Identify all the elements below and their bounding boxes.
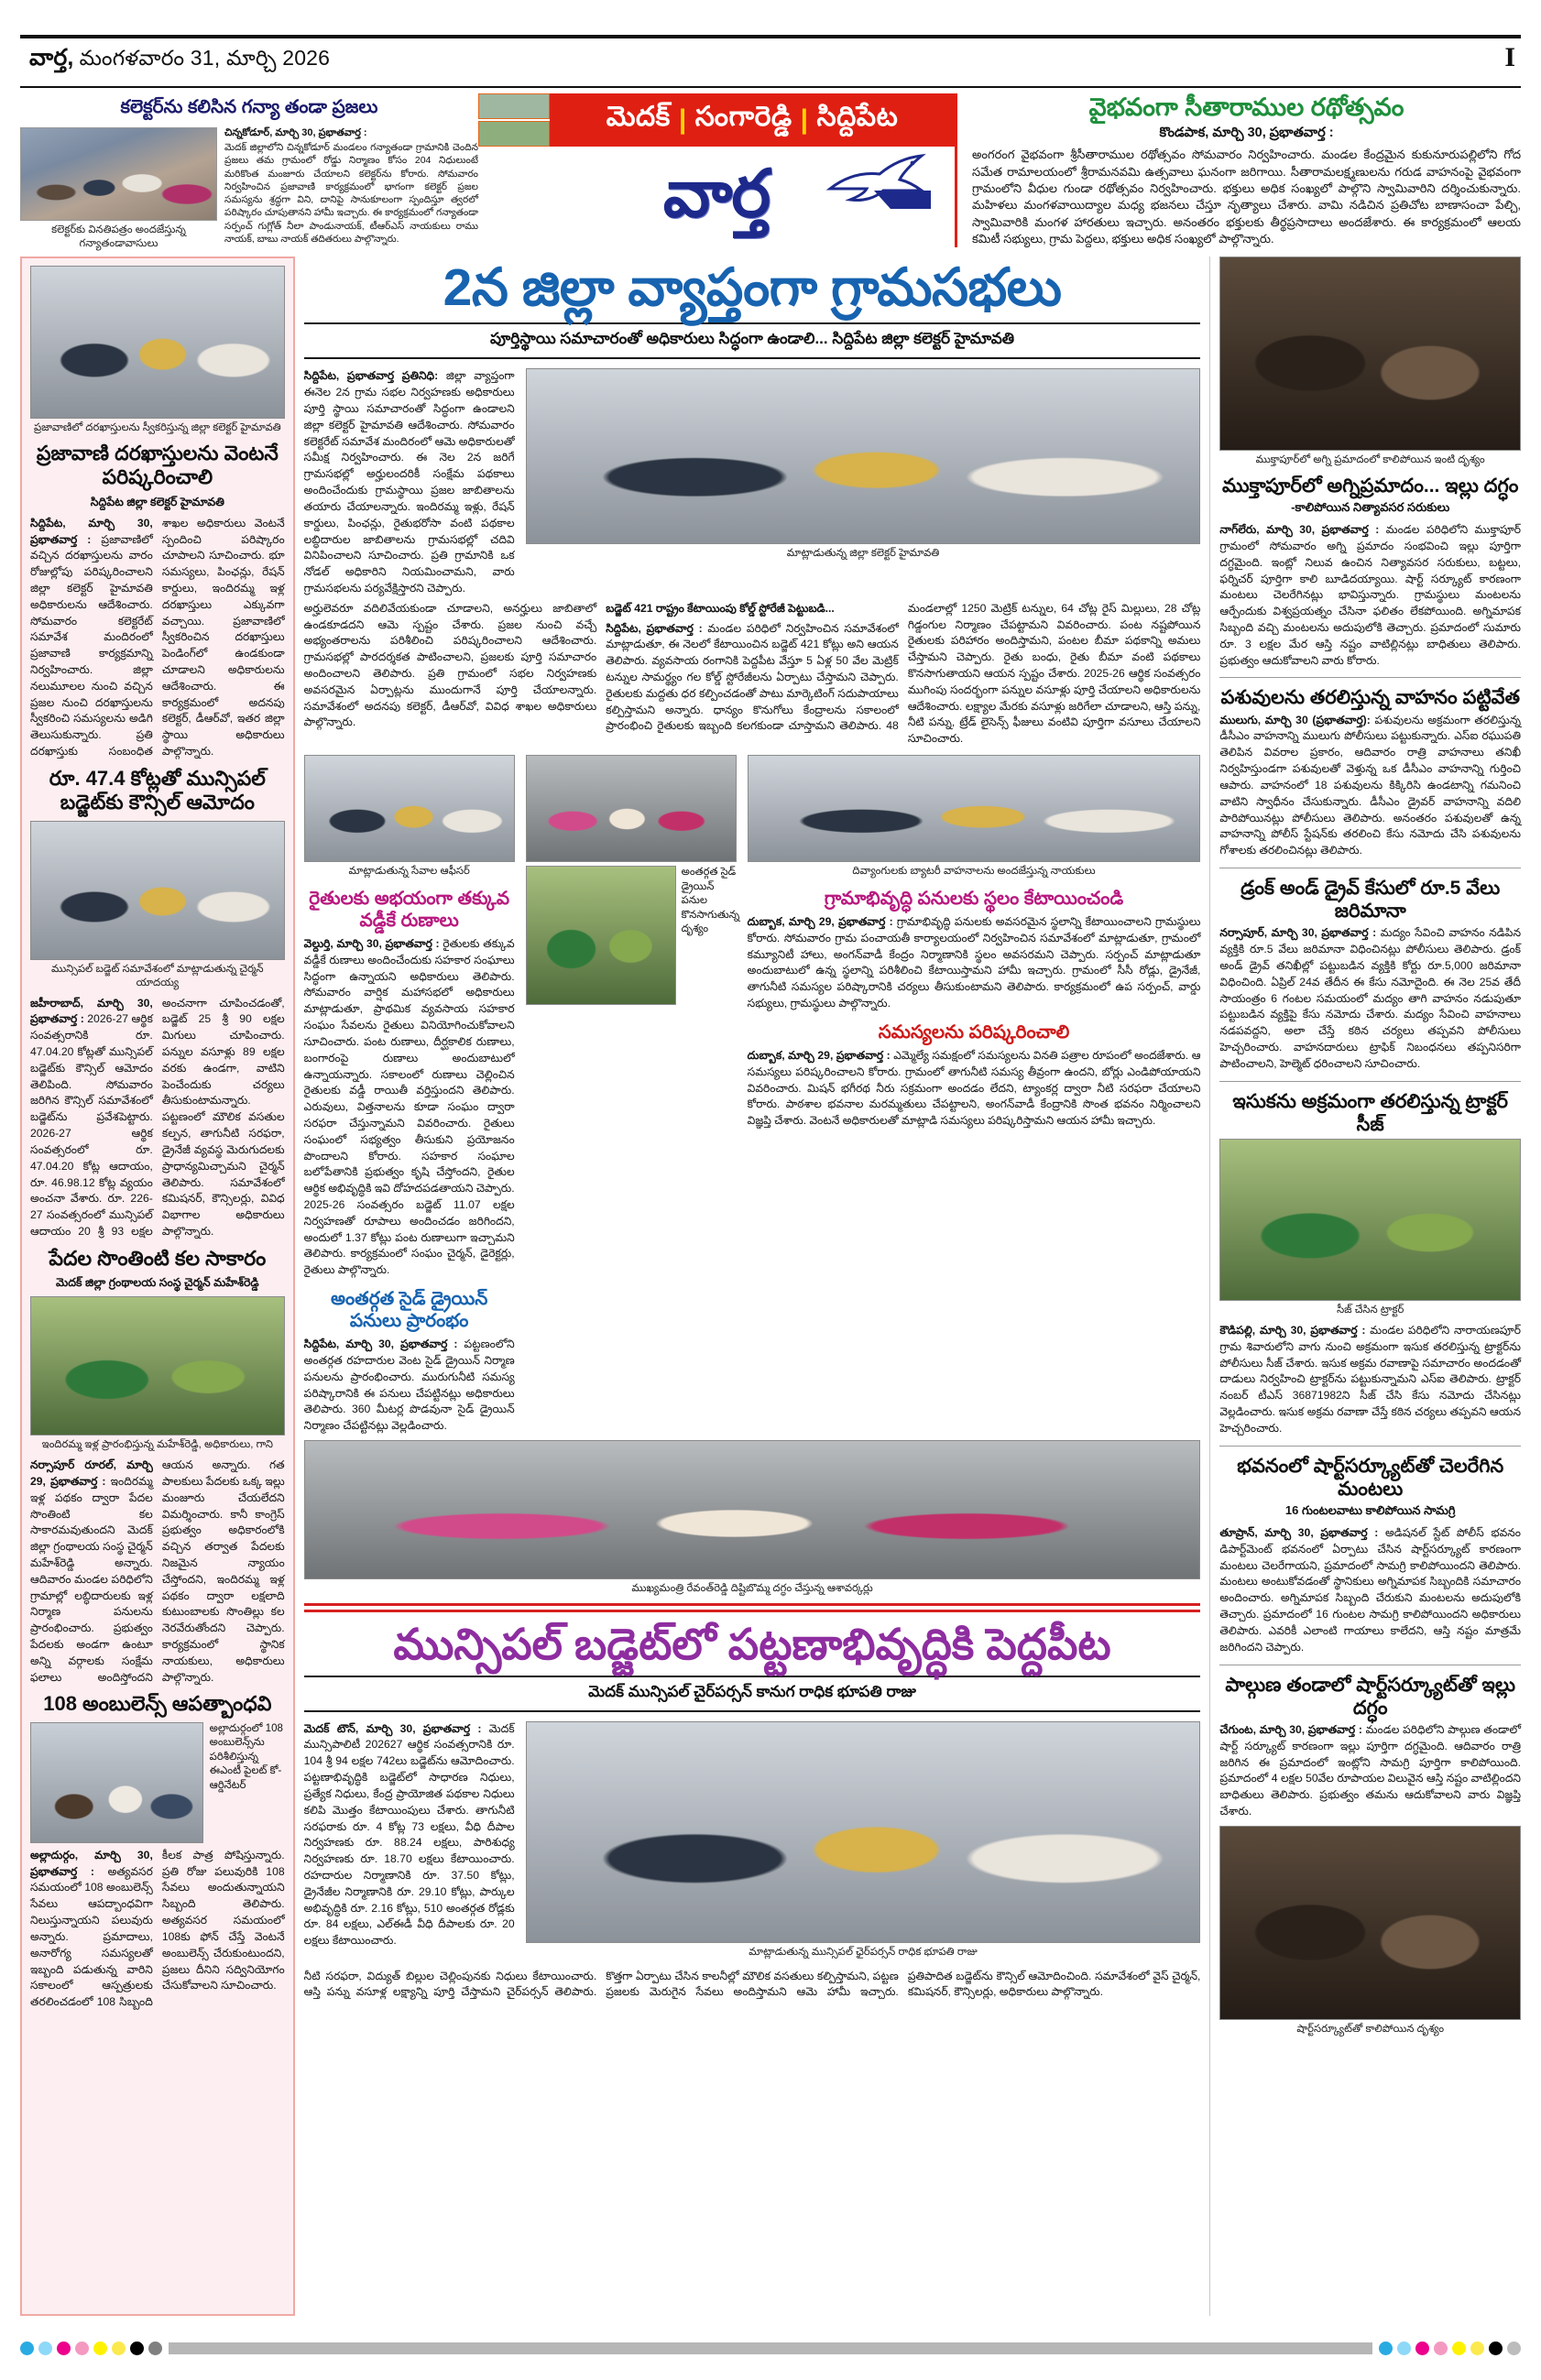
left-photo1-caption: ప్రజావాణిలో దరఖాస్తులను స్వీకరిస్తున్న జిల్లా కలెక్టర్ హైమావతి (34, 422, 281, 433)
right-story1-subhead: -కాలిపోయిన నిత్యావసర సరుకులు (1291, 500, 1450, 515)
sub-b-photo (526, 755, 737, 862)
left-story3-text: ఇందిరమ్మ ఇళ్ల పథకం ద్వారా పేదల సొంతింటి కల సాకారమవుతుందని మెదక్ జిల్లా గ్రంథాలయ సంస్థ చైర్మన్ మహేశ్‌రెడ్డి అన్నారు. ఆదివారం మండల పరిధిలోని గ్రామాల్లో లబ్ధిదారులకు ఇళ్ల నిర్మాణ పనులను ప్రారంభించారు. ప్రభుత్వం పేదలకు అండగా ఉంటూ అన్ని వర్గాలకు సంక్షేమ ఫలాలు అందిస్తోందని ఆయన అన్నారు. గత పాలకులు పేదలకు ఒక్క ఇల్లు మంజూరు చేయలేదని విమర్శించారు. కానీ కాంగ్రెస్ ప్రభుత్వం అధికారంలోకి వచ్చిన తర్వాత పేదలకు నిజమైన న్యాయం చేస్తోందని, ఇందిరమ్మ ఇళ్ల పథకం ద్వారా లక్షలాది కుటుంబాలకు సొంతిల్లు కల నెరవేరుతోందని చెప్పారు. కార్యక్రమంలో స్థానిక నాయకులు, అధికారులు పాల్గొన్నారు. (30, 1458, 285, 1684)
masthead-right-byline: కొండపాక, మార్చి 30, ప్రభాతవార్త : (1159, 126, 1334, 141)
registration-dots-left (20, 2342, 162, 2355)
bottom-headline: మున్సిపల్ బడ్జెట్‌లో పట్టణాభివృద్ధికి పెద్దపీట (393, 1619, 1111, 1668)
left-photo-prajavani (30, 266, 285, 419)
left-story4-caption: అల్లాదుర్గంలో 108 అంబులెన్స్‌ను పరిశీలిస్తున్న ఈఎంటీ పైలట్ కో-ఆర్డినేటర్ (209, 1722, 283, 1791)
lead-body2: అర్హులెవరూ వదిలివేయకుండా చూడాలని, అనర్హులు జాబితాలో ఉండకూడదని ఆమె స్పష్టం చేశారు. ప్రజల నుంచి వచ్చే అభ్యంతరాలను పరిశీలించి పరిష్కరించాలని ఆదేశించారు. గ్రామసభల్లో పారదర్శకత పాటించాలని, ప్రజలకు పూర్తి సమాచారం అందించాలని తెలిపారు. ప్రతి గ్రామంలో సభల నిర్వహణకు అవసరమైన ఏర్పాట్లను ముందుగానే పూర్తి చేయాలన్నారు. సమావేశంలో అదనపు కలెక్టర్, డీఆర్‌వో, వివిధ శాఖల అధికారులు పాల్గొన్నారు. (303, 601, 597, 729)
right-story4-text: మండల పరిధిలోని నారాయణపూర్ గ్రామ శివారులోని వాగు నుంచి అక్రమంగా ఇసుక తరలిస్తున్న ట్రాక్టర్‌ను పోలీసులు సీజ్ చేశారు. ఇసుక అక్రమ రవాణాపై సమాచారం అందడంతో దాడులు నిర్వహించి ట్రాక్టర్‌ను పట్టుకున్నామని ఎస్‌ఐ తెలిపారు. ట్రాక్టర్ నంబర్ టీఎస్ 36871982ని సీజ్ చేసి కేసు నమోదు చేసినట్లు వెల్లడించారు. ఇసుక అక్రమ రవాణా చేస్తే కఠిన చర్యలు తప్పవని ఆయన హెచ్చరించారు. (1219, 1323, 1521, 1435)
sub-c-photo (748, 755, 1201, 862)
sub-d-byline: దుబ్బాక, మార్చి 29, ప్రభాతవార్త : (747, 1048, 891, 1062)
bottom-text-3: ప్రతిపాదిత బడ్జెట్‌ను కౌన్సిల్ ఆమోదించింది. సమావేశంలో వైస్ చైర్మన్, కమిషనర్, కౌన్సిలర్లు, అధికారులు పాల్గొన్నారు. (907, 1969, 1201, 1999)
masthead-right-body: అంగరంగ వైభవంగా శ్రీసీతారాముల రథోత్సవం సోమవారం నిర్వహించారు. మండల కేంద్రమైన కుకునూరుపల్లిలోని గోద సమేత రామాలయంలో శ్రీరామనవమి ఉత్సవాలు ఘనంగా జరిగాయి. సీతారామలక్ష్మణులను గరుడ వాహనంపై వైభవంగా గ్రామంలోని వీధుల గుండా రథోత్సవం నిర్వహించారు. భక్తులు అధిక సంఖ్యలో పాల్గొని స్వామివారిని దర్శించుకున్నారు. మహిళలు మంగళవాయిద్యాల మధ్య భజనలు చేస్తూ నృత్యాలు చేశారు. వామి నడిచిన ప్రతిచోట బాణాసంచా పేల్చి, స్వామివారికి మంగళ హారతులు ఇచ్చారు. అనంతరం భక్తులకు తీర్థప్రసాదాలు అందజేశారు. ఈ కార్యక్రమంలో ఆలయ కమిటీ సభ్యులు, గ్రామ పెద్దలు, భక్తులు అధిక సంఖ్యలో పాల్గొన్నారు. (972, 147, 1521, 246)
masthead (20, 93, 1521, 247)
right-story5-byline: తూప్రాన్, మార్చి 30, ప్రభాతవార్త : (1219, 1526, 1379, 1539)
masthead-left-story (20, 93, 478, 247)
masthead-left-caption: కలెక్టర్‌కు వినతిపత్రం అందజేస్తున్న గన్యాతండావాసులు (51, 224, 186, 249)
left-story2-caption: మున్సిపల్ బడ్జెట్ సమావేశంలో మాట్లాడుతున్న చైర్మన్ యాదయ్య (51, 963, 264, 988)
lead-stat-line: బడ్జెట్ 421 రాష్ట్రం కేటాయింపు కోల్డ్ స్టోరేజీ పెట్టుబడి... (606, 601, 835, 615)
edition-separator-1: | (678, 104, 687, 135)
right-story5-subhead: 16 గుంటలవాటు కాలిపోయిన సామగ్రి (1284, 1503, 1456, 1517)
edition-sangareddy: సంగారెడ్డి (694, 101, 792, 132)
sub-b-photo-2 (526, 866, 676, 1005)
right-story1-headline: ముక్తాపూర్‌లో అగ్నిప్రమాదం... ఇల్లు దగ్ధం (1222, 475, 1519, 497)
right-story2-body (1219, 713, 1521, 859)
lead-stat-byline: సిద్దిపేట, ప్రభాతవార్త : (606, 621, 703, 635)
masthead-logo (478, 147, 955, 242)
lead-body-continued (304, 601, 1201, 748)
bottom-body-continued (304, 1969, 1201, 2002)
sub-c-headline: గ్రామాభివృద్ధి పనులకు స్థలం కేటాయించండి (824, 889, 1124, 910)
dateline-bar (20, 35, 1521, 88)
lead-kicker: పూర్తిస్థాయి సమాచారంతో అధికారులు సిద్ధంగా ఉండాలి... సిద్దిపేట జిల్లా కలెక్టర్ హైమావతి (304, 322, 1201, 359)
left-story3-subhead: మెదక్ జిల్లా గ్రంథాలయ సంస్థ చైర్మన్ మహేశ్‌రెడ్డి (56, 1276, 259, 1290)
masthead-left-byline: చిన్నకోడూర్, మార్చి 30, ప్రభాతవార్త : (224, 127, 367, 138)
lead-stat-body: మండల పరిధిలో నిర్వహించిన సమావేశంలో మాట్లాడుతూ, ఈ నెలలో కేటాయించిన బడ్జెట్ 421 కోట్లు అని ఆయన తెలిపారు. వ్యవసాయ రంగానికి పెద్దపీట వేస్తూ 5 ఏళ్ల 50 వేల మెట్రిక్ టన్నుల సామర్థ్యం గల కోల్డ్ స్టోరేజీలను ఏర్పాటు చేస్తామని చెప్పారు. రైతులకు మద్దతు ధర కల్పించడంతో పాటు మార్కెటింగ్ సదుపాయాలు కల్పిస్తామని అన్నారు. ధాన్యం కొనుగోలు కేంద్రాలను సకాలంలో ప్రారంభించి రైతులకు ఇబ్బంది కలగకుండా చూస్తామని తెలిపారు. 48 మండలాల్లో 1250 మెట్రిక్ టన్నుల, 64 చోట్ల రైస్ మిల్లులు, 28 చోట్ల గిడ్డంగుల నిర్మాణం చేపట్టామని వివరించారు. పంట నష్టపోయిన రైతులకు పరిహారం అందిస్తామని, పంటల బీమా పథకాన్ని అమలు చేస్తామని చెప్పారు. రైతు బంధు, రైతు బీమా వంటి పథకాలు కొనసాగుతాయని ఆయన స్పష్టం చేశారు. (606, 601, 1201, 733)
right-story1-text: మండల పరిధిలోని ముక్తాపూర్ గ్రామంలో సోమవారం అగ్ని ప్రమాదం సంభవించి ఇల్లు పూర్తిగా దగ్ధమైంది. ఇంట్లో నిలువ ఉంచిన నిత్యావసర సరుకులు, బట్టలు, ఫర్నిచర్ పూర్తిగా కాలి బూడిదయ్యాయి. షార్ట్ సర్క్యూట్ కారణంగా మంటలు చెలరేగినట్లు భావిస్తున్నారు. గ్రామస్థులు మంటలను ఆర్పేందుకు విశ్వప్రయత్నం చేసినా ఫలితం లేకపోయింది. అగ్నిమాపక సిబ్బంది వచ్చి మంటలను అదుపులోకి తెచ్చారు. ప్రమాదంలో సుమారు రూ. 3 లక్షల మేర ఆస్తి నష్టం వాటిల్లినట్లు బాధితులు తెలిపారు. ప్రభుత్వం ఆదుకోవాలని వారు కోరారు. (1219, 523, 1522, 667)
left-story1-body (30, 516, 285, 760)
sub-a-body (304, 936, 515, 1279)
left-column (20, 257, 295, 2316)
masthead-left-headline: కలెక్టర్‌ను కలిసిన గన్యా తండా ప్రజలు (120, 97, 378, 117)
right-divider-4 (1219, 1446, 1521, 1447)
masthead-logo-word: వార్త (662, 158, 770, 231)
bottom-subhead: మెదక్ మున్సిపల్ చైర్‌పర్సన్ కానుగ రాధిక భూపతి రాజు (304, 1676, 1201, 1712)
left-photo-ambulance (30, 1722, 203, 1843)
sub-a-text: రైతులకు తక్కువ వడ్డీకే రుణాలు అందించేందుకు సహకార సంఘాలు సిద్ధంగా ఉన్నాయని అధికారులు తెలిపారు. సోమవారం వార్షిక మహాసభలో అధికారులు మాట్లాడుతూ, ప్రాథమిక వ్యవసాయ సహకార సంఘం సేవలను రైతులు వినియోగించుకోవాలని సూచించారు. పంట రుణాలు, దీర్ఘకాలిక రుణాలు, బంగారంపై రుణాలు అందుబాటులో ఉన్నాయన్నారు. సకాలంలో రుణాలు చెల్లించిన రైతులకు వడ్డీ రాయితీ వర్తిస్తుందని తెలిపారు. ఎరువులు, విత్తనాలను కూడా సంఘం ద్వారా సరఫరా చేస్తున్నామని వివరించారు. రైతులు సంఘంలో సభ్యత్వం తీసుకుని ప్రయోజనం పొందాలని కోరారు. సహకార సంఘాల బలోపేతానికి ప్రభుత్వం కృషి చేస్తోందని, రైతుల ఆర్థిక అభివృద్ధికి ఇవి దోహదపడతాయని చెప్పారు. 2025-26 సంవత్సరం బడ్జెట్ 11.07 లక్షల నిర్వహణతో రూపాలు అందించడం జరిగిందని, అందులో 1.37 కోట్లు పంట రుణాలుగా ఇచ్చామని తెలిపారు. కార్యక్రమంలో సంఘం చైర్మన్, డైరెక్టర్లు, రైతులు పాల్గొన్నారు. (303, 937, 515, 1277)
sub-b-headline: అంతర్గత సైడ్ డ్రైయిన్ పనులు ప్రారంభం (331, 1289, 488, 1332)
lead-photo-collector (526, 368, 1201, 544)
left-story2-headline: రూ. 47.4 కోట్లతో మున్సిపల్ బడ్జెట్‌కు కౌన్సిల్ ఆమోదం (49, 766, 266, 814)
newspaper-page (0, 35, 1541, 2380)
protest-photo (304, 1440, 1201, 1579)
sub-c-body (748, 914, 1201, 1012)
left-story2-body (30, 996, 285, 1240)
bottom-photo-caption: మాట్లాడుతున్న మున్సిపల్ ఛైర్‌పర్సన్ రాధిక భూపతి రాజు (749, 1946, 978, 1958)
right-story4-body (1219, 1323, 1521, 1437)
left-story4-byline: అల్లాదుర్గం, మార్చి 30, ప్రభాతవార్త : (30, 1848, 153, 1878)
right-story4-byline: కౌడిపల్లి, మార్చి 30, ప్రభాతవార్త : (1219, 1323, 1366, 1337)
left-story1-byline: సిద్దిపేట, మార్చి 30, ప్రభాతవార్త : (30, 516, 153, 546)
sub-d-headline: సమస్యలను పరిష్కరించాలి (878, 1021, 1070, 1043)
dateline-date: మంగళవారం 31, మార్చి 2026 (79, 46, 331, 70)
right-story6-byline: చేగుంట, మార్చి 30, ప్రభాతవార్త : (1219, 1722, 1362, 1736)
sub-a-photo (304, 755, 515, 862)
left-story3-headline: పేదల సొంతింటి కల సాకారం (49, 1246, 267, 1270)
right-story3-headline: డ్రంక్ అండ్ డ్రైవ్ కేసులో రూ.5 వేలు జరిమానా (1240, 877, 1501, 923)
left-story2-text: 2026-27 ఆర్థిక సంవత్సరానికి రూ. 47.04.20 కోట్లతో మున్సిపల్ బడ్జెట్‌కు కౌన్సిల్ ఆమోదం తెలిపింది. సోమవారం జరిగిన కౌన్సిల్ సమావేశంలో బడ్జెట్‌ను ప్రవేశపెట్టారు. 2026-27 ఆర్థిక సంవత్సరంలో రూ. 47.04.20 కోట్ల ఆదాయం, రూ. 46.98.12 కోట్ల వ్యయం అంచనా వేశారు. రూ. 226-27 సంవత్సరంలో మున్సిపల్ ఆదాయం 20 శ్రీ 93 లక్షల అంచనాగా చూపించడంతో, బడ్జెట్ 25 శ్రీ 90 లక్షల మిగులు చూపించారు. పన్నుల వసూళ్లు 89 లక్షల వరకు ఉండగా, వాటిని పెంచేందుకు చర్యలు తీసుకుంటామన్నారు. పట్టణంలో మౌలిక వసతుల కల్పన, తాగునీటి సరఫరా, డ్రైనేజీ వ్యవస్థ మెరుగుదలకు ప్రాధాన్యమిచ్చామని చైర్మన్ తెలిపారు. సమావేశంలో కమిషనర్, కౌన్సిలర్లు, వివిధ విభాగాల అధికారులు పాల్గొన్నారు. (30, 996, 285, 1238)
masthead-right-story (955, 93, 1521, 247)
right-story2-byline: ములుగు, మార్చి 30 (ప్రభాతవార్త): (1219, 713, 1371, 726)
bottom-photo-chairperson (526, 1721, 1201, 1943)
right-story3-byline: నర్సాపూర్, మార్చి 30, ప్రభాతవార్త : (1219, 926, 1377, 940)
masthead-right-headline: వైభవంగా సీతారాముల రథోత్సవం (1088, 93, 1404, 121)
registration-dots-right (1379, 2342, 1521, 2355)
right-story5-headline: భవనంలో షార్ట్‌సర్క్యూట్‌తో చెలరేగిన మంటలు (1237, 1455, 1504, 1500)
right-story2-headline: పశువులను తరలిస్తున్న వాహనం పట్టివేత (1220, 687, 1520, 709)
sub-c-byline: దుబ్బాక, మార్చి 29, ప్రభాతవార్త : (747, 915, 893, 929)
sub-d-caption: ముఖ్యమంత్రి రేవంత్‌రెడ్డి దిష్టిబొమ్మ దగ్ధం చేస్తున్న ఆశావర్కర్లు (631, 1582, 873, 1594)
dateline-rule-bottom (20, 86, 1521, 88)
right-story1-byline: నాగ్‌లేరు, మార్చి 30, ప్రభాతవార్త : (1219, 523, 1380, 537)
masthead-logo-block (478, 93, 955, 247)
lead-intro-text: జిల్లా వ్యాప్తంగా ఈనెల 2న గ్రామ సభల నిర్వహణకు అధికారులు పూర్తి స్థాయి సమాచారంతో సిద్ధంగా ఉండాలని జిల్లా కలెక్టర్ హైమావతి ఆదేశించారు. సోమవారం కలెక్టరేట్ సమావేశ మందిరంలో ఆమె అధికారులతో సమీక్ష నిర్వహించారు. ఈ నెల 2న జరిగే గ్రామసభల్లో అర్హులందరికీ సంక్షేమ పథకాలు అందించేందుకు గ్రామస్థాయి ప్రజల జాబితాలను తయారు చేయాలన్నారు. ఇందిరమ్మ ఇళ్లు, రేషన్ కార్డులు, పింఛన్లు, రైతుభరోసా వంటి పథకాల లబ్ధిదారుల జాబితాలను గ్రామసభల్లో చదివి వినిపించాలని సూచించారు. ప్రతి గ్రామానికి ఒక నోడల్ అధికారిని నియమించామని, వారు గ్రామసభలను పర్యవేక్షిస్తారని చెప్పారు. (303, 369, 515, 595)
registration-gray-band (169, 2342, 1372, 2354)
masthead-left-body: మెదక్ జిల్లాలోని చిన్నకోడూర్ మండలం గన్యాతండా గ్రామానికి చెందిన ప్రజలు తమ గ్రామంలో రోడ్డు నిర్మాణం కోసం 204 నిధులుంటే మరికొంత మంజూరు చేయాలని కలెక్టర్‌ను కోరారు. సోమవారం నిర్వహించిన ప్రజావాణి కార్యక్రమంలో భాగంగా కలెక్టర్ ప్రజల సమస్యను శ్రద్ధగా విని, దానిపై సానుకూలంగా స్పందిస్తూ త్వరలో పరిష్కారం చూపుతానని హామీ ఇచ్చారు. ఈ కార్యక్రమంలో గన్యాతండా సర్పంచ్ గుగ్లోత్ నీలా పాండునాయక్, టీఆర్ఎస్ నాయకులు రాము నాయక్, బాబు నాయక్ తదితరులు పాల్గొన్నారు. (224, 142, 478, 245)
page-folio: I (1504, 42, 1515, 72)
content-grid (20, 257, 1521, 2316)
edition-separator-2: | (800, 104, 809, 135)
edition-medak: మెదక్ (606, 101, 671, 132)
right-story3-body (1219, 925, 1521, 1072)
right-story5-text: అడిషనల్ స్టేట్ పోలీస్ భవనం డిపార్ట్‌మెంట్ భవనంలో ఏర్పాటు చేసిన షార్ట్‌సర్క్యూట్ కారణంగా మంటలు చెలరేగాయని, ప్రమాదంలో సామగ్రి కాలిపోయిందని తెలిపారు. మంటలు అంటుకోవడంతో స్థానికులు అగ్నిమాపక సిబ్బందికి సమాచారం అందించారు. అగ్నిమాపక సిబ్బంది చేరుకుని మంటలను అదుపులోకి తెచ్చారు. ప్రమాదంలో 16 గుంటల సామగ్రి కాలిపోయిందని అధికారులు తెలిపారు. ఎవరికీ ఎలాంటి గాయాలు కాలేదని, ఆస్తి నష్టం మాత్రమే జరిగిందని చెప్పారు. (1219, 1526, 1521, 1654)
left-story4-body (30, 1848, 285, 2011)
right-story6-text: మండల పరిధిలోని పాల్గుణ తండాలో షార్ట్ సర్క్యూట్ కారణంగా ఇల్లు పూర్తిగా దగ్ధమైంది. ఆదివారం రాత్రి జరిగిన ఈ ప్రమాదంలో ఇంట్లోని సామగ్రి పూర్తిగా కాలిపోయింది. ప్రమాదంలో 4 లక్షల 50వేల రూపాయల విలువైన ఆస్తి నష్టం వాటిల్లిందని బాధితులు తెలిపారు. ప్రభుత్వం తమను ఆదుకోవాలని వారు విజ్ఞప్తి చేశారు. (1219, 1722, 1521, 1818)
sub-c-caption: దివ్యాంగులకు బ్యాటరీ వాహనాలను అందజేస్తున్న నాయకులు (852, 866, 1096, 878)
left-story4-headline: 108 అంబులెన్స్ ఆపత్బాంధవి (43, 1692, 272, 1716)
right-divider-1 (1219, 677, 1521, 678)
right-photo-tractor (1219, 1139, 1521, 1301)
right-story4-headline: ఇసుకను అక్రమంగా తరలిస్తున్న ట్రాక్టర్ సీజ్ (1232, 1090, 1509, 1135)
left-story4-text: అత్యవసర సమయంలో 108 అంబులెన్స్ సేవలు ఆపద్బాంధవిగా నిలుస్తున్నాయని పలువురు అన్నారు. ప్రమాదాలు, అనారోగ్య సమస్యలతో ఇబ్బంది పడుతున్న వారిని సకాలంలో ఆస్పత్రులకు తరలించడంలో 108 సిబ్బంది కీలక పాత్ర పోషిస్తున్నారు. ప్రతి రోజు పలువురికి 108 సేవలు అందుతున్నాయని సిబ్బంది తెలిపారు. అత్యవసర సమయంలో 108కు ఫోన్ చేస్తే వెంటనే అంబులెన్స్ చేరుకుంటుందని, ప్రజలు దీనిని సద్వినియోగం చేసుకోవాలని సూచించారు. (30, 1848, 285, 2009)
left-photo-houses (30, 1296, 285, 1436)
sub-d-body (748, 1048, 1201, 1130)
lead-photo-caption: మాట్లాడుతున్న జిల్లా కలెక్టర్ హైమావతి (786, 548, 940, 560)
left-story3-caption: ఇందిరమ్మ ఇళ్ల ప్రారంభిస్తున్న మహేశ్‌రెడ్డి, అధికారులు, గాని (41, 1439, 273, 1451)
right-story4-caption: సీజ్ చేసిన ట్రాక్టర్ (1337, 1305, 1404, 1316)
left-story1-subhead: సిద్దిపేట జిల్లా కలెక్టర్ హైమావతి (90, 495, 224, 508)
lead-headline: 2న జిల్లా వ్యాప్తంగా గ్రామసభలు (443, 258, 1062, 317)
masthead-edition-strip (478, 93, 955, 147)
lead-intro (304, 368, 515, 596)
right-story6-caption: షార్ట్‌సర్క్యూట్‌తో కాలిపోయిన దృశ్యం (1296, 2023, 1445, 2035)
left-story1-headline: ప్రజావాణి దరఖాస్తులను వెంటనే పరిష్కరించాలి (36, 441, 279, 489)
sub-d-text: ఎమ్మెల్యే సమక్షంలో సమస్యలను వినతి పత్రాల రూపంలో అందజేశారు. ఆ సమస్యలు పరిష్కరించాలని కోరారు. గ్రామంలో తాగునీటి సమస్య తీవ్రంగా ఉందని, బోర్లు ఎండిపోయాయని వివరించారు. మిషన్ భగీరథ నీరు సక్రమంగా అందడం లేదని, ట్యాంకర్ల ద్వారా నీటి సరఫరా చేయాలని కోరారు. పాఠశాల భవనాల మరమ్మతులు చేపట్టాలని, అంగన్‌వాడీ కేంద్రానికి సొంత భవనం నిర్మించాలని విజ్ఞప్తి చేశారు. వెంటనే అధికారులతో మాట్లాడి సమస్యలు పరిష్కరిస్తామని ఆయన హామీ ఇచ్చారు. (747, 1048, 1201, 1128)
sub-c-text: గ్రామాభివృద్ధి పనులకు అవసరమైన స్థలాన్ని కేటాయించాలని గ్రామస్థులు కోరారు. సోమవారం గ్రామ పంచాయతీ కార్యాలయంలో నిర్వహించిన సమావేశంలో మాట్లాడుతూ, గ్రామంలో కమ్యూనిటీ హాలు, అంగన్‌వాడీ కేంద్రం నిర్మాణానికి స్థలం అవసరమని చెప్పారు. సర్పంచ్ మాట్లాడుతూ అందుబాటులో ఉన్న స్థలాన్ని పరిశీలించి కేటాయిస్తామని హామీ ఇచ్చారు. గ్రామంలో సీసీ రోడ్లు, డ్రైనేజీ, తాగునీటి సమస్యల పరిష్కారానికి చర్యలు తీసుకుంటామని తెలిపారు. కార్యక్రమంలో ఉప సర్పంచ్, వార్డు సభ్యులు, గ్రామస్థులు పాల్గొన్నారు. (747, 915, 1201, 1010)
left-photo-budget (30, 821, 285, 960)
dove-icon (823, 148, 933, 213)
bottom-text-1: మెదక్ మున్సిపాలిటీ 202627 ఆర్థిక సంవత్సరానికి రూ. 104 శ్రీ 94 లక్షల 742లు బడ్జెట్‌ను ఆమోదించారు. పట్టణాభివృద్ధికి బడ్జెట్‌లో సాధారణ నిధులు, ప్రత్యేక నిధులు, కేంద్ర ప్రాయోజిత పథకాల నిధులు కలిపి మొత్తం కేటాయింపులు చేశారు. తాగునీటి సరఫరాకు రూ. 4 కోట్ల 73 లక్షలు, వీధి దీపాల నిర్వహణకు రూ. 88.24 లక్షలు, పారిశుధ్య నిర్వహణకు రూ. 18.70 లక్షలు కేటాయించారు. రహదారుల నిర్మాణానికి రూ. 37.50 కోట్లు, డ్రైనేజీల నిర్మాణానికి రూ. 29.10 కోట్లు, పార్కుల అభివృద్ధికి రూ. 2.16 కోట్లు, 510 అంతర్గత రోడ్లకు రూ. 84 లక్షలు, ఎల్‌ఈడీ వీధి దీపాలకు రూ. 20 లక్షలు కేటాయించారు. (303, 1721, 515, 1948)
section-divider (304, 1603, 1201, 1612)
bottom-body-1 (304, 1721, 515, 1949)
right-story5-body (1219, 1525, 1521, 1656)
right-column (1209, 257, 1521, 2316)
left-story2-byline: జహీరాబాద్, మార్చి 30, ప్రభాతవార్త : (30, 996, 153, 1026)
sub-b-byline: సిద్దిపేట, మార్చి 30, ప్రభాతవార్త : (303, 1337, 458, 1351)
lead-body3: 2025-26 ఆర్థిక సంవత్సరం ముగింపు సందర్భంగా పన్నుల వసూళ్లు పూర్తి చేయాలని అధికారులను ఆదేశించారు. లక్ష్యాల మేరకు వసూళ్లు జరిగేలా చూడాలని, ఆస్తి పన్ను, నీటి పన్ను, ట్రేడ్ లైసెన్స్ ఫీజులు వంటివి పూర్తిగా వసూలు చేయాలని సూచించారు. (907, 667, 1201, 746)
sub-a-byline: వెల్దుర్తి, మార్చి 30, ప్రభాతవార్త : (303, 937, 440, 951)
right-photo-fire (1219, 257, 1521, 451)
sub-a-caption: మాట్లాడుతున్న సేవాల ఆఫీసర్ (348, 866, 470, 878)
right-story6-headline: పాల్గుణ తండాలో షార్ట్‌సర్క్యూట్‌తో ఇల్లు దగ్ధం (1225, 1674, 1516, 1719)
right-photo-shortcircuit (1219, 1826, 1521, 2020)
sub-b-text: పట్టణంలోని అంతర్గత రహదారుల వెంట సైడ్ డ్రైయిన్ నిర్మాణ పనులను ప్రారంభించారు. మురుగునీటి సమస్య పరిష్కారానికి ఈ పనులు చేపట్టినట్లు అధికారులు తెలిపారు. 360 మీటర్ల పొడవునా సైడ్ డ్రైయిన్ నిర్మాణం చేపట్టినట్లు వెల్లడించారు. (303, 1337, 515, 1433)
masthead-landmark-thumbs (478, 93, 550, 147)
sub-b-body (304, 1337, 515, 1435)
bottom-byline: మెదక్ టౌన్, మార్చి 30, ప్రభాతవార్త : (303, 1721, 482, 1735)
dateline (20, 38, 1521, 82)
right-photo1-caption: ముక్తాపూర్‌లో అగ్ని ప్రమాదంలో కాలిపోయిన ఇంటి దృశ్యం (1255, 454, 1485, 465)
masthead-left-photo (20, 127, 217, 221)
left-story3-body (30, 1457, 285, 1686)
edition-siddipet: సిద్దిపేట (816, 101, 899, 132)
right-story2-text: పశువులను అక్రమంగా తరలిస్తున్న డీసీఎం వాహనాన్ని ములుగు పోలీసులు పట్టుకున్నారు. ఎస్‌ఐ రఘుపతి తెలిపిన వివరాల ప్రకారం, ఆదివారం రాత్రి వాహనాలు తనిఖీ నిర్వహిస్తుండగా పశువులతో వెళ్తున్న ఒక డీసీఎం వాహనాన్ని గుర్తించి ఆపారు. వాహనంలో 18 పశువులను కిక్కిరిసి ఉండటాన్ని గమనించి వాటిని స్వాధీనం చేసుకున్నారు. డీసీఎం డ్రైవర్ వాహనాన్ని వదిలి పారిపోయినట్లు పోలీసులు తెలిపారు. అనంతరం పశువులతో ఉన్న వాహనాన్ని పోలీస్ స్టేషన్‌కు తరలించి కేసు నమోదు చేసి పశువులను గోశాలకు తరలించినట్లు తెలిపారు. (1219, 713, 1522, 857)
left-story3-byline: నర్సాపూర్ రూరల్, మార్చి 29, ప్రభాతవార్త : (30, 1458, 153, 1488)
right-divider-3 (1219, 1081, 1521, 1082)
center-column (295, 257, 1210, 2316)
registration-bar (20, 2340, 1521, 2356)
bottom-text-2: నీటి సరఫరా, విద్యుత్ బిల్లుల చెల్లింపునకు నిధులు కేటాయించారు. ఆస్తి పన్ను వసూళ్ల లక్ష్యాన్ని పూర్తి చేస్తామని చైర్‌పర్సన్ తెలిపారు. కొత్తగా ఏర్పాటు చేసిన కాలనీల్లో మౌలిక వసతులు కల్పిస్తామని, పట్టణ ప్రజలకు మెరుగైన సేవలు అందిస్తామని ఆమె హామీ ఇచ్చారు. (303, 1969, 899, 1999)
sub-b-caption: అంతర్గత సైడ్ డ్రైయిన్ పనుల కొనసాగుతున్న దృశ్యం (681, 867, 740, 935)
sub-a-headline: రైతులకు అభయంగా తక్కువ వడ్డీకే రుణాలు (309, 889, 510, 932)
lead-byline: సిద్దిపేట, ప్రభాతవార్త ప్రతినిధి: (303, 369, 439, 383)
left-story1-text: ప్రజావాణిలో వచ్చిన దరఖాస్తులను వారం రోజుల్లోపు పరిష్కరించాలని జిల్లా కలెక్టర్ హైమావతి అధికారులను ఆదేశించారు. సోమవారం కలెక్టరేట్ సమావేశ మందిరంలో ప్రజావాణి కార్యక్రమాన్ని నిర్వహించారు. జిల్లా నలుమూలల నుంచి వచ్చిన ప్రజల నుంచి దరఖాస్తులను స్వీకరించి సమస్యలను అడిగి తెలుసుకున్నారు. ప్రతి దరఖాస్తుకు సంబంధిత శాఖల అధికారులు వెంటనే స్పందించి పరిష్కారం చూపాలని సూచించారు. భూ సమస్యలు, పింఛన్లు, రేషన్ కార్డులు, ఇందిరమ్మ ఇళ్ల దరఖాస్తులు ఎక్కువగా వచ్చాయి. ప్రజావాణిలో స్వీకరించిన దరఖాస్తులు పెండింగ్‌లో ఉండకుండా చూడాలని అధికారులను ఆదేశించారు. ఈ కార్యక్రమంలో అదనపు కలెక్టర్, డీఆర్‌వో, ఇతర జిల్లా స్థాయి అధికారులు పాల్గొన్నారు. (30, 516, 285, 759)
right-story6-body (1219, 1722, 1521, 1820)
dateline-brand: వార్త, (29, 45, 74, 71)
right-story3-text: మద్యం సేవించి వాహనం నడిపిన వ్యక్తికి రూ.5 వేలు జరిమానా విధించినట్లు పోలీసులు తెలిపారు. డ్రంక్ అండ్ డ్రైవ్ తనిఖీల్లో పట్టుబడిన వ్యక్తికి కోర్టు రూ.5,000 జరిమానా విధించింది. ఏప్రిల్ 24వ తేదీన ఈ కేసు నమోదైంది. ఈ నెల 25వ తేదీ సాయంత్రం 6 గంటల సమయంలో మద్యం తాగి వాహనం నడుపుతూ పట్టుబడిన వ్యక్తిపై కేసు నమోదు చేశారు. మద్యం సేవించి వాహనాలు నడపవద్దని, అలా చేస్తే కఠిన చర్యలు తప్పవని పోలీసులు హెచ్చరించారు. వాహనదారులు ట్రాఫిక్ నిబంధనలు తప్పనిసరిగా పాటించాలని, హెల్మెట్ ధరించాలని సూచించారు. (1219, 926, 1522, 1070)
right-story1-body (1219, 522, 1521, 669)
edition-names (550, 93, 955, 147)
